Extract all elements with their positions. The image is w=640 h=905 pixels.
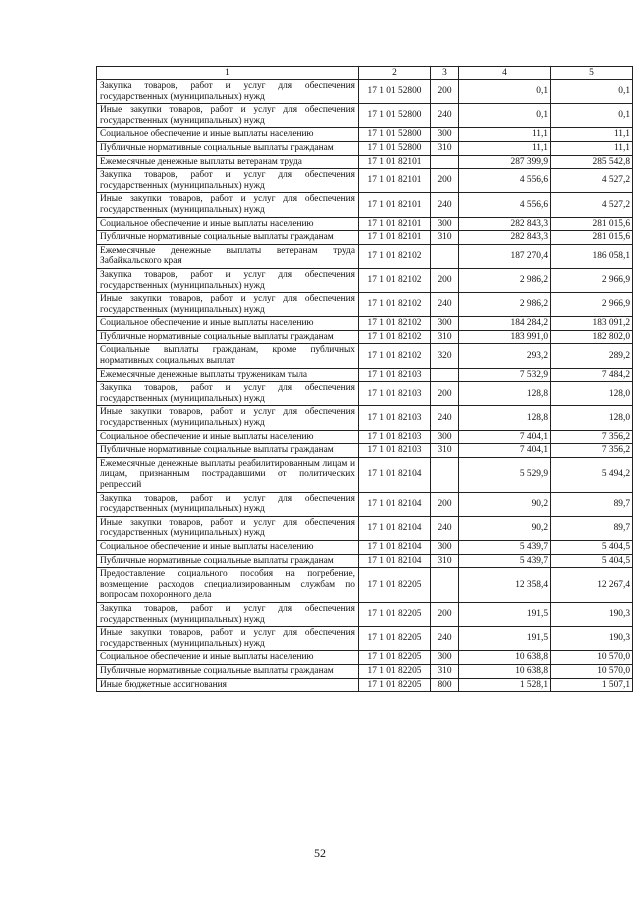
- line-item-name: Публичные нормативные социальные выплаты гражданам: [97, 444, 359, 458]
- target-article-code: 17 1 01 82101: [359, 217, 431, 231]
- line-item-name: Закупка товаров, работ и услуг для обеспечения государственных (муниципальных) нужд: [97, 492, 359, 516]
- line-item-name: Публичные нормативные социальные выплаты гражданам: [97, 231, 359, 245]
- table-row: [97, 317, 633, 331]
- amount-year-2: 190,3: [551, 602, 633, 626]
- amount-year-1: 128,8: [459, 406, 551, 430]
- line-item-name: Иные закупки товаров, работ и услуг для обеспечения государственных (муниципальных) нужд: [97, 293, 359, 317]
- target-article-code: 17 1 01 82205: [359, 664, 431, 678]
- amount-year-2: 285 542,8: [551, 155, 633, 169]
- target-article-code: 17 1 01 82103: [359, 406, 431, 430]
- table-row: [97, 104, 633, 128]
- expense-type-code: 200: [431, 268, 459, 292]
- table-row: [97, 406, 633, 430]
- table-row: [97, 492, 633, 516]
- amount-year-2: 190,3: [551, 627, 633, 651]
- target-article-code: 17 1 01 52800: [359, 104, 431, 128]
- line-item-name: Социальное обеспечение и иные выплаты населению: [97, 651, 359, 665]
- line-item-name: Иные закупки товаров, работ и услуг для обеспечения государственных (муниципальных) нужд: [97, 104, 359, 128]
- target-article-code: 17 1 01 82102: [359, 293, 431, 317]
- table-row: [97, 80, 633, 104]
- amount-year-2: 12 267,4: [551, 568, 633, 603]
- expense-type-code: 310: [431, 141, 459, 155]
- table-row: [97, 664, 633, 678]
- amount-year-1: 10 638,8: [459, 651, 551, 665]
- amount-year-1: 0,1: [459, 80, 551, 104]
- target-article-code: 17 1 01 82104: [359, 457, 431, 492]
- expense-type-code: [431, 568, 459, 603]
- line-item-name: Иные закупки товаров, работ и услуг для обеспечения государственных (муниципальных) нужд: [97, 193, 359, 217]
- amount-year-1: 282 843,3: [459, 217, 551, 231]
- amount-year-1: 184 284,2: [459, 317, 551, 331]
- expense-type-code: 300: [431, 430, 459, 444]
- amount-year-2: 10 570,0: [551, 664, 633, 678]
- table-row: [97, 651, 633, 665]
- amount-year-1: 187 270,4: [459, 244, 551, 268]
- amount-year-2: 5 404,5: [551, 540, 633, 554]
- table-row: [97, 169, 633, 193]
- expense-type-code: 310: [431, 330, 459, 344]
- table-row: [97, 678, 633, 692]
- line-item-name: Социальные выплаты гражданам, кроме публичных нормативных социальных выплат: [97, 344, 359, 368]
- table-row: [97, 516, 633, 540]
- expense-type-code: 310: [431, 444, 459, 458]
- amount-year-1: 11,1: [459, 141, 551, 155]
- line-item-name: Ежемесячные денежные выплаты ветеранам труда Забайкальского края: [97, 244, 359, 268]
- amount-year-2: 128,0: [551, 382, 633, 406]
- amount-year-2: 2 966,9: [551, 293, 633, 317]
- target-article-code: 17 1 01 82102: [359, 330, 431, 344]
- budget-table-body: [97, 67, 633, 692]
- line-item-name: Закупка товаров, работ и услуг для обеспечения государственных (муниципальных) нужд: [97, 268, 359, 292]
- table-row: [97, 268, 633, 292]
- amount-year-1: 5 439,7: [459, 540, 551, 554]
- amount-year-1: 7 404,1: [459, 430, 551, 444]
- target-article-code: 17 1 01 82103: [359, 444, 431, 458]
- table-row: [97, 344, 633, 368]
- expense-type-code: 240: [431, 406, 459, 430]
- line-item-name: Закупка товаров, работ и услуг для обеспечения государственных (муниципальных) нужд: [97, 602, 359, 626]
- table-row: [97, 602, 633, 626]
- table-row: [97, 540, 633, 554]
- expense-type-code: 800: [431, 678, 459, 692]
- target-article-code: 17 1 01 82104: [359, 540, 431, 554]
- expense-type-code: 240: [431, 627, 459, 651]
- expense-type-code: 200: [431, 602, 459, 626]
- amount-year-1: 128,8: [459, 382, 551, 406]
- amount-year-2: 128,0: [551, 406, 633, 430]
- page-number: 52: [314, 846, 326, 860]
- amount-year-2: 2 966,9: [551, 268, 633, 292]
- line-item-name: Иные закупки товаров, работ и услуг для обеспечения государственных (муниципальных) нужд: [97, 516, 359, 540]
- target-article-code: 17 1 01 82205: [359, 678, 431, 692]
- amount-year-1: 1 528,1: [459, 678, 551, 692]
- column-number-row: [97, 67, 633, 80]
- amount-year-2: 281 015,6: [551, 217, 633, 231]
- table-row: [97, 430, 633, 444]
- expense-type-code: 240: [431, 193, 459, 217]
- line-item-name: Закупка товаров, работ и услуг для обеспечения государственных (муниципальных) нужд: [97, 382, 359, 406]
- amount-year-2: 4 527,2: [551, 169, 633, 193]
- table-row: [97, 330, 633, 344]
- target-article-code: 17 1 01 82102: [359, 244, 431, 268]
- target-article-code: 17 1 01 82102: [359, 344, 431, 368]
- amount-year-2: 1 507,1: [551, 678, 633, 692]
- expense-type-code: 200: [431, 80, 459, 104]
- expense-type-code: [431, 244, 459, 268]
- target-article-code: 17 1 01 82104: [359, 554, 431, 568]
- line-item-name: Закупка товаров, работ и услуг для обеспечения государственных (муниципальных) нужд: [97, 169, 359, 193]
- table-row: [97, 193, 633, 217]
- amount-year-2: 281 015,6: [551, 231, 633, 245]
- expense-type-code: 300: [431, 128, 459, 142]
- line-item-name: Социальное обеспечение и иные выплаты населению: [97, 217, 359, 231]
- amount-year-1: 191,5: [459, 602, 551, 626]
- amount-year-2: 4 527,2: [551, 193, 633, 217]
- expense-type-code: 300: [431, 317, 459, 331]
- column-number-2: 2: [359, 67, 431, 80]
- expense-type-code: 240: [431, 293, 459, 317]
- expense-type-code: 300: [431, 217, 459, 231]
- amount-year-2: 182 802,0: [551, 330, 633, 344]
- line-item-name: Иные закупки товаров, работ и услуг для обеспечения государственных (муниципальных) нужд: [97, 627, 359, 651]
- target-article-code: 17 1 01 82205: [359, 651, 431, 665]
- table-row: [97, 141, 633, 155]
- amount-year-2: 186 058,1: [551, 244, 633, 268]
- amount-year-2: 89,7: [551, 492, 633, 516]
- expense-type-code: 310: [431, 664, 459, 678]
- line-item-name: Ежемесячные денежные выплаты труженикам тыла: [97, 368, 359, 382]
- amount-year-1: 5 439,7: [459, 554, 551, 568]
- budget-table: [96, 66, 633, 692]
- amount-year-1: 11,1: [459, 128, 551, 142]
- line-item-name: Публичные нормативные социальные выплаты гражданам: [97, 141, 359, 155]
- target-article-code: 17 1 01 82205: [359, 602, 431, 626]
- target-article-code: 17 1 01 82101: [359, 155, 431, 169]
- column-number-3: 3: [431, 67, 459, 80]
- table-row: [97, 293, 633, 317]
- amount-year-2: 7 356,2: [551, 444, 633, 458]
- expense-type-code: 240: [431, 104, 459, 128]
- line-item-name: Ежемесячные денежные выплаты ветеранам труда: [97, 155, 359, 169]
- line-item-name: Иные закупки товаров, работ и услуг для обеспечения государственных (муниципальных) нужд: [97, 406, 359, 430]
- target-article-code: 17 1 01 82205: [359, 568, 431, 603]
- amount-year-1: 90,2: [459, 492, 551, 516]
- table-row: [97, 457, 633, 492]
- line-item-name: Публичные нормативные социальные выплаты гражданам: [97, 664, 359, 678]
- line-item-name: Закупка товаров, работ и услуг для обеспечения государственных (муниципальных) нужд: [97, 80, 359, 104]
- target-article-code: 17 1 01 82103: [359, 430, 431, 444]
- expense-type-code: 310: [431, 554, 459, 568]
- table-row: [97, 627, 633, 651]
- amount-year-2: 89,7: [551, 516, 633, 540]
- expense-type-code: 310: [431, 231, 459, 245]
- line-item-name: Публичные нормативные социальные выплаты гражданам: [97, 554, 359, 568]
- expense-type-code: 240: [431, 516, 459, 540]
- target-article-code: 17 1 01 82102: [359, 317, 431, 331]
- target-article-code: 17 1 01 82101: [359, 231, 431, 245]
- target-article-code: 17 1 01 82101: [359, 169, 431, 193]
- amount-year-1: 183 991,0: [459, 330, 551, 344]
- amount-year-2: 5 404,5: [551, 554, 633, 568]
- amount-year-2: 11,1: [551, 141, 633, 155]
- expense-type-code: [431, 368, 459, 382]
- amount-year-1: 10 638,8: [459, 664, 551, 678]
- column-number-5: 5: [551, 67, 633, 80]
- target-article-code: 17 1 01 82103: [359, 382, 431, 406]
- expense-type-code: 300: [431, 651, 459, 665]
- amount-year-2: 183 091,2: [551, 317, 633, 331]
- amount-year-1: 7 532,9: [459, 368, 551, 382]
- line-item-name: Социальное обеспечение и иные выплаты населению: [97, 540, 359, 554]
- table-row: [97, 231, 633, 245]
- amount-year-1: 12 358,4: [459, 568, 551, 603]
- amount-year-1: 7 404,1: [459, 444, 551, 458]
- amount-year-2: 11,1: [551, 128, 633, 142]
- target-article-code: 17 1 01 82205: [359, 627, 431, 651]
- amount-year-2: 10 570,0: [551, 651, 633, 665]
- amount-year-1: 5 529,9: [459, 457, 551, 492]
- target-article-code: 17 1 01 82102: [359, 268, 431, 292]
- amount-year-1: 287 399,9: [459, 155, 551, 169]
- amount-year-1: 0,1: [459, 104, 551, 128]
- expense-type-code: 300: [431, 540, 459, 554]
- amount-year-2: 5 494,2: [551, 457, 633, 492]
- amount-year-1: 2 986,2: [459, 268, 551, 292]
- table-row: [97, 217, 633, 231]
- line-item-name: Социальное обеспечение и иные выплаты населению: [97, 128, 359, 142]
- amount-year-2: 0,1: [551, 104, 633, 128]
- table-row: [97, 554, 633, 568]
- expense-type-code: [431, 155, 459, 169]
- line-item-name: Социальное обеспечение и иные выплаты населению: [97, 430, 359, 444]
- amount-year-2: 7 356,2: [551, 430, 633, 444]
- line-item-name: Иные бюджетные ассигнования: [97, 678, 359, 692]
- amount-year-2: 7 484,2: [551, 368, 633, 382]
- target-article-code: 17 1 01 52800: [359, 80, 431, 104]
- table-row: [97, 568, 633, 603]
- amount-year-1: 4 556,6: [459, 169, 551, 193]
- amount-year-1: 282 843,3: [459, 231, 551, 245]
- amount-year-2: 0,1: [551, 80, 633, 104]
- target-article-code: 17 1 01 82104: [359, 492, 431, 516]
- table-row: [97, 128, 633, 142]
- expense-type-code: 200: [431, 492, 459, 516]
- target-article-code: 17 1 01 82103: [359, 368, 431, 382]
- target-article-code: 17 1 01 52800: [359, 128, 431, 142]
- target-article-code: 17 1 01 82104: [359, 516, 431, 540]
- table-row: [97, 155, 633, 169]
- amount-year-1: 4 556,6: [459, 193, 551, 217]
- amount-year-1: 293,2: [459, 344, 551, 368]
- table-row: [97, 368, 633, 382]
- table-row: [97, 382, 633, 406]
- line-item-name: Ежемесячные денежные выплаты реабилитированным лицам и лицам, признанным пострадавшими от политических репрессий: [97, 457, 359, 492]
- column-number-1: 1: [97, 67, 359, 80]
- amount-year-1: 90,2: [459, 516, 551, 540]
- amount-year-1: 191,5: [459, 627, 551, 651]
- expense-type-code: 320: [431, 344, 459, 368]
- amount-year-1: 2 986,2: [459, 293, 551, 317]
- line-item-name: Социальное обеспечение и иные выплаты населению: [97, 317, 359, 331]
- line-item-name: Публичные нормативные социальные выплаты гражданам: [97, 330, 359, 344]
- line-item-name: Предоставление социального пособия на погребение, возмещение расходов специализированным службам по вопросам похоронного дела: [97, 568, 359, 603]
- amount-year-2: 289,2: [551, 344, 633, 368]
- target-article-code: 17 1 01 82101: [359, 193, 431, 217]
- table-row: [97, 244, 633, 268]
- table-row: [97, 444, 633, 458]
- column-number-4: 4: [459, 67, 551, 80]
- expense-type-code: [431, 457, 459, 492]
- expense-type-code: 200: [431, 382, 459, 406]
- expense-type-code: 200: [431, 169, 459, 193]
- target-article-code: 17 1 01 52800: [359, 141, 431, 155]
